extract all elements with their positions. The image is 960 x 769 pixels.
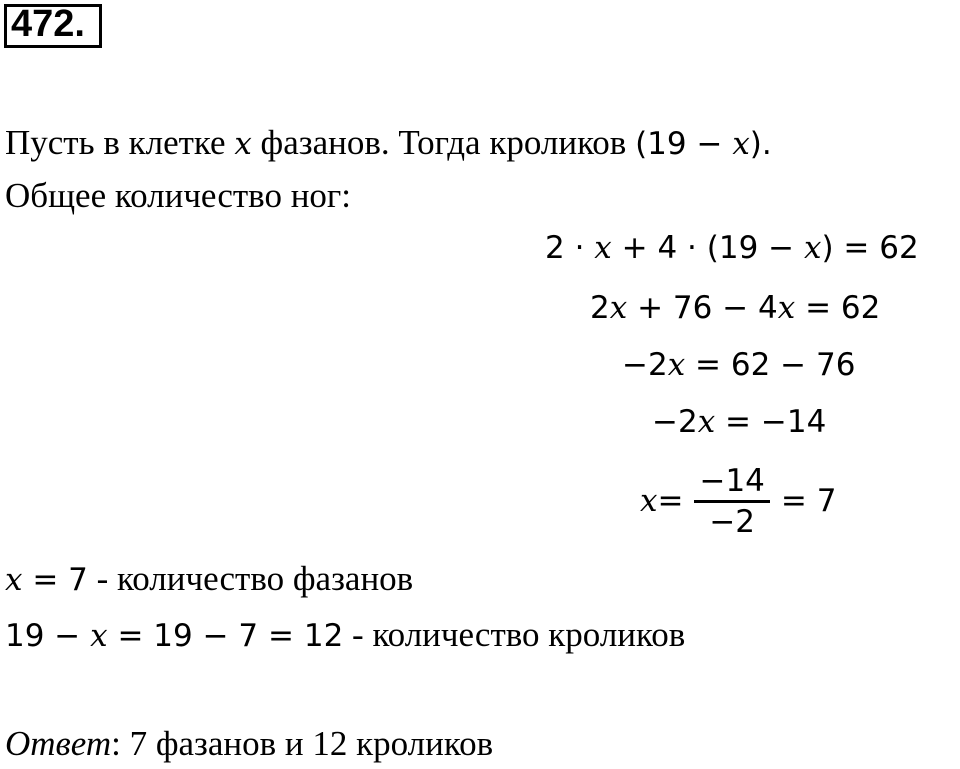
answer-text: 7 фазанов и 12 кроликов [120, 724, 494, 763]
eq5-result: = 7 [780, 483, 837, 519]
eq3-part-b: = 62 − 76 [685, 347, 856, 383]
eq2-part-a: 2 [590, 290, 610, 326]
equation-5 [640, 456, 836, 546]
answer-line [5, 724, 493, 764]
variable-x: x [667, 347, 686, 383]
fraction-denominator: −2 [709, 503, 756, 540]
intro-text-2: фазанов. Тогда кроликов [251, 123, 636, 162]
variable-x: x [697, 404, 716, 440]
problem-number: 472. [11, 3, 85, 45]
result-1-math: = 7 [22, 562, 88, 598]
variable-x: x [732, 126, 750, 162]
eq3-part-a: −2 [622, 347, 668, 383]
answer-colon: : [111, 724, 121, 763]
result-2-math-a: 19 − [5, 618, 91, 654]
variable-x: x [594, 230, 612, 266]
result-line-2 [5, 615, 685, 656]
result-2-math-b: = 19 − 7 = 12 [107, 618, 344, 654]
variable-x: x [777, 290, 796, 326]
variable-x: x [803, 230, 822, 266]
intro-line-2: Общее количество ног: [5, 176, 352, 215]
result-1-text: - количество фазанов [87, 559, 414, 598]
eq1-part-a: 2 · [545, 230, 595, 266]
eq1-part-b: + 4 · (19 − [611, 230, 804, 266]
variable-x: x [90, 618, 108, 654]
variable-x: x [640, 483, 658, 519]
eq1-part-c: ) = 62 [821, 230, 919, 266]
eq2-part-c: = 62 [795, 290, 881, 326]
equation-3 [622, 345, 855, 385]
intro-expr-end: ). [749, 126, 772, 162]
eq4-part-a: −2 [652, 404, 698, 440]
intro-line-1 [5, 123, 772, 164]
variable-x: x [5, 562, 23, 598]
fraction-numerator: −14 [699, 462, 765, 499]
equation-1 [545, 228, 919, 268]
fraction [693, 462, 770, 541]
eq2-part-b: + 76 − 4 [627, 290, 778, 326]
equation-4 [652, 402, 826, 442]
eq5-equals: = [657, 483, 684, 519]
variable-x: x [609, 290, 628, 326]
equation-2 [590, 288, 880, 328]
variable-x: x [234, 126, 252, 162]
intro-text-1: Пусть в клетке [5, 123, 235, 162]
answer-label: Ответ [5, 724, 112, 763]
intro-expr: (19 − [635, 126, 733, 162]
result-2-text: - количество кроликов [343, 615, 686, 654]
result-line-1 [5, 559, 413, 600]
eq4-part-b: = −14 [715, 404, 827, 440]
